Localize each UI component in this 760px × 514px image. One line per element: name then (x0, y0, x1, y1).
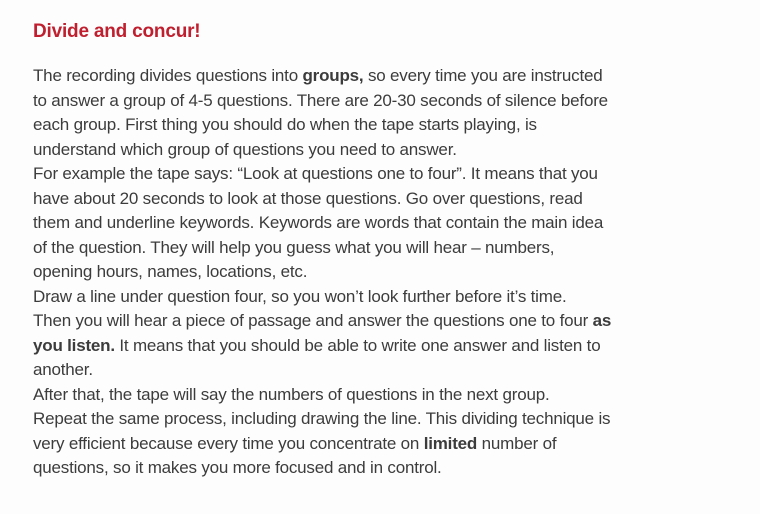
text-segment: each group. First thing you should do when the tape starts playing, is (33, 115, 537, 134)
text-segment: opening hours, names, locations, etc. (33, 262, 308, 281)
text-segment: number of (477, 433, 557, 453)
text-segment: of the question. They will help you guess what you will hear – numbers, (33, 237, 555, 257)
text-line (33, 236, 730, 261)
text-line (33, 456, 730, 481)
text-segment: another. (33, 360, 93, 379)
text-segment: Repeat the same process, including drawing the line. This dividing technique is (33, 409, 611, 428)
text-line (33, 64, 730, 89)
text-segment: For example the tape says: “Look at questions one to four”. It means that you (33, 164, 598, 183)
text-line (33, 138, 730, 163)
text-segment: It means that you should be able to write one answer and listen to (114, 335, 601, 355)
bold-text-segment: limited (423, 433, 478, 453)
text-segment: understand which group of questions you need to answer. (33, 139, 457, 159)
text-line (33, 162, 730, 187)
text-line (33, 432, 730, 457)
text-line (33, 383, 730, 408)
text-segment: After that, the tape will say the numbers of questions in the next group. (33, 384, 550, 404)
text-segment: questions, so it makes you more focused and in control. (33, 458, 442, 477)
bold-text-segment: groups, (302, 66, 364, 85)
text-segment: have about 20 seconds to look at those questions. Go over questions, read (33, 188, 583, 208)
text-segment: so every time you are instructed (363, 66, 603, 85)
text-line (33, 407, 730, 432)
text-line (33, 113, 730, 138)
bold-text-segment: you listen. (33, 335, 115, 355)
text-line (33, 309, 730, 334)
text-line (33, 358, 730, 383)
body-lines (33, 64, 730, 481)
text-line (33, 285, 730, 310)
text-line (33, 211, 730, 236)
text-line (33, 334, 730, 359)
text-segment: Draw a line under question four, so you won’t look further before it’s time. (33, 286, 567, 306)
text-segment: very efficient because every time you concentrate on (33, 433, 424, 453)
text-line (33, 260, 730, 285)
text-line (33, 187, 730, 212)
text-segment: Then you will hear a piece of passage and answer the questions one to four (33, 311, 593, 330)
text-segment: them and underline keywords. Keywords are words that contain the main idea (33, 213, 604, 232)
bold-text-segment: as (592, 311, 612, 330)
text-segment: The recording divides questions into (33, 66, 303, 85)
text-segment: to answer a group of 4-5 questions. There are 20-30 seconds of silence before (33, 90, 608, 110)
page-title: Divide and concur! (33, 21, 201, 42)
text-line (33, 89, 730, 114)
